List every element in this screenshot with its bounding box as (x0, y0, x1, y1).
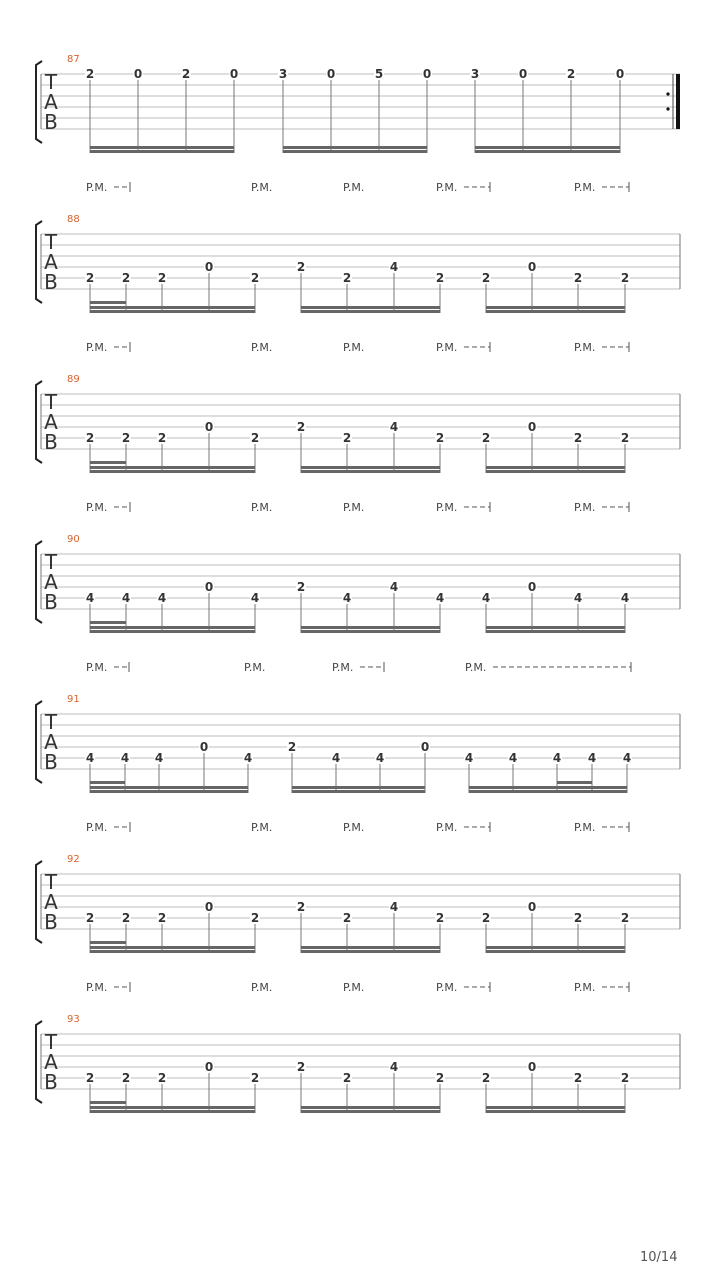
beam-primary (90, 626, 255, 629)
fret-number: 2 (85, 271, 95, 285)
fret-number: 4 (508, 751, 518, 765)
beam-primary (292, 786, 425, 789)
tab-clef-a: A (44, 570, 58, 594)
fret-number: 4 (121, 591, 131, 605)
fret-number: 2 (157, 1071, 167, 1085)
fret-number: 2 (85, 1071, 95, 1085)
beam-primary (90, 306, 255, 309)
fret-number: 2 (481, 1071, 491, 1085)
fret-number: 0 (527, 420, 537, 434)
fret-number: 2 (121, 431, 131, 445)
fret-number: 0 (422, 67, 432, 81)
beam-secondary (486, 470, 625, 473)
fret-number: 4 (250, 591, 260, 605)
fret-number: 3 (470, 67, 480, 81)
beam-secondary (301, 950, 440, 953)
palm-mute-label: P.M. (436, 821, 458, 834)
palm-mute-label: P.M. (465, 661, 487, 674)
fret-number: 4 (331, 751, 341, 765)
beam-secondary (90, 150, 234, 153)
tab-clef-t: T (44, 390, 58, 414)
fret-number: 2 (481, 431, 491, 445)
fret-number: 2 (620, 271, 630, 285)
measure-number: 92 (67, 854, 80, 865)
fret-number: 4 (389, 900, 399, 914)
fret-number: 2 (342, 1071, 352, 1085)
tab-clef-b: B (44, 750, 58, 774)
beam-primary (486, 1106, 625, 1109)
beam-primary (301, 626, 440, 629)
palm-mute-label: P.M. (251, 181, 273, 194)
beam-secondary (90, 310, 255, 313)
fret-number: 2 (620, 911, 630, 925)
beam-secondary (301, 470, 440, 473)
fret-number: 2 (435, 431, 445, 445)
fret-number: 4 (389, 1060, 399, 1074)
palm-mute-label: P.M. (86, 181, 108, 194)
palm-mute-label: P.M. (251, 341, 273, 354)
fret-number: 2 (121, 911, 131, 925)
fret-number: 4 (389, 260, 399, 274)
tab-clef-a: A (44, 890, 58, 914)
fret-number: 2 (573, 911, 583, 925)
tab-clef-b: B (44, 430, 58, 454)
palm-mute-label: P.M. (436, 341, 458, 354)
fret-number: 4 (587, 751, 597, 765)
beam-secondary (301, 1110, 440, 1113)
fret-number: 4 (342, 591, 352, 605)
fret-number: 2 (157, 271, 167, 285)
beam-secondary (90, 1110, 255, 1113)
beam-primary (301, 946, 440, 949)
beam-secondary (90, 630, 255, 633)
palm-mute-label: P.M. (251, 981, 273, 994)
beam-sixteenth (90, 1101, 126, 1104)
tab-clef-t: T (44, 70, 58, 94)
fret-number: 0 (527, 260, 537, 274)
tab-clef-b: B (44, 270, 58, 294)
fret-number: 0 (518, 67, 528, 81)
fret-number: 4 (464, 751, 474, 765)
measure-number: 88 (67, 214, 80, 225)
palm-mute-label: P.M. (244, 661, 266, 674)
fret-number: 4 (389, 580, 399, 594)
beam-secondary (486, 630, 625, 633)
fret-number: 2 (573, 1071, 583, 1085)
beam-secondary (90, 950, 255, 953)
tab-clef-a: A (44, 250, 58, 274)
fret-number: 2 (481, 271, 491, 285)
fret-number: 0 (204, 420, 214, 434)
beam-secondary (301, 630, 440, 633)
fret-number: 2 (620, 431, 630, 445)
fret-number: 2 (435, 1071, 445, 1085)
fret-number: 4 (622, 751, 632, 765)
fret-number: 0 (420, 740, 430, 754)
beam-primary (301, 306, 440, 309)
fret-number: 4 (243, 751, 253, 765)
measure-number: 91 (67, 694, 80, 705)
fret-number: 4 (154, 751, 164, 765)
palm-mute-label: P.M. (251, 501, 273, 514)
tab-clef-t: T (44, 710, 58, 734)
beam-primary (486, 946, 625, 949)
tab-clef-b: B (44, 110, 58, 134)
palm-mute-label: P.M. (343, 821, 365, 834)
palm-mute-label: P.M. (343, 181, 365, 194)
beam-secondary (90, 790, 248, 793)
fret-number: 0 (527, 1060, 537, 1074)
palm-mute-label: P.M. (86, 341, 108, 354)
fret-number: 4 (481, 591, 491, 605)
beam-sixteenth (90, 461, 126, 464)
fret-number: 4 (157, 591, 167, 605)
fret-number: 2 (435, 271, 445, 285)
beam-primary (475, 146, 620, 149)
fret-number: 2 (250, 1071, 260, 1085)
fret-number: 4 (435, 591, 445, 605)
fret-number: 4 (85, 751, 95, 765)
fret-number: 4 (620, 591, 630, 605)
repeat-dot (666, 92, 669, 95)
fret-number: 4 (552, 751, 562, 765)
palm-mute-label: P.M. (574, 501, 596, 514)
palm-mute-label: P.M. (574, 981, 596, 994)
fret-number: 5 (374, 67, 384, 81)
beam-sixteenth (557, 781, 592, 784)
fret-number: 0 (204, 260, 214, 274)
palm-mute-label: P.M. (343, 341, 365, 354)
fret-number: 3 (278, 67, 288, 81)
fret-number: 0 (199, 740, 209, 754)
fret-number: 0 (527, 580, 537, 594)
fret-number: 2 (85, 911, 95, 925)
beam-primary (301, 1106, 440, 1109)
beam-secondary (475, 150, 620, 153)
beam-primary (90, 946, 255, 949)
fret-number: 2 (85, 67, 95, 81)
beam-primary (486, 626, 625, 629)
tab-clef-t: T (44, 870, 58, 894)
fret-number: 2 (566, 67, 576, 81)
tab-clef-t: T (44, 1030, 58, 1054)
fret-number: 2 (296, 900, 306, 914)
palm-mute-label: P.M. (574, 821, 596, 834)
repeat-dot (666, 107, 669, 110)
fret-number: 0 (133, 67, 143, 81)
fret-number: 2 (296, 580, 306, 594)
beam-secondary (486, 950, 625, 953)
fret-number: 2 (250, 431, 260, 445)
fret-number: 2 (296, 1060, 306, 1074)
fret-number: 2 (157, 431, 167, 445)
beam-secondary (283, 150, 427, 153)
beam-secondary (90, 470, 255, 473)
palm-mute-label: P.M. (86, 501, 108, 514)
beam-secondary (292, 790, 425, 793)
palm-mute-label: P.M. (574, 181, 596, 194)
fret-number: 2 (157, 911, 167, 925)
tab-clef-b: B (44, 1070, 58, 1094)
measure-number: 87 (67, 54, 80, 65)
fret-number: 0 (204, 900, 214, 914)
beam-primary (486, 466, 625, 469)
tab-clef-a: A (44, 410, 58, 434)
fret-number: 2 (250, 911, 260, 925)
fret-number: 0 (326, 67, 336, 81)
fret-number: 2 (435, 911, 445, 925)
palm-mute-label: P.M. (86, 661, 108, 674)
fret-number: 2 (573, 271, 583, 285)
fret-number: 2 (121, 1071, 131, 1085)
fret-number: 0 (527, 900, 537, 914)
palm-mute-label: P.M. (436, 501, 458, 514)
tab-clef-a: A (44, 1050, 58, 1074)
fret-number: 2 (481, 911, 491, 925)
palm-mute-label: P.M. (251, 821, 273, 834)
beam-secondary (469, 790, 627, 793)
tab-clef-t: T (44, 550, 58, 574)
fret-number: 2 (85, 431, 95, 445)
fret-number: 0 (204, 1060, 214, 1074)
palm-mute-label: P.M. (343, 501, 365, 514)
beam-sixteenth (90, 941, 126, 944)
beam-primary (90, 466, 255, 469)
fret-number: 2 (181, 67, 191, 81)
palm-mute-label: P.M. (436, 981, 458, 994)
tab-clef-b: B (44, 910, 58, 934)
fret-number: 4 (389, 420, 399, 434)
measure-number: 93 (67, 1014, 80, 1025)
palm-mute-label: P.M. (574, 341, 596, 354)
beam-sixteenth (90, 781, 125, 784)
fret-number: 4 (573, 591, 583, 605)
fret-number: 0 (615, 67, 625, 81)
fret-number: 4 (375, 751, 385, 765)
beam-sixteenth (90, 301, 126, 304)
tab-clef-b: B (44, 590, 58, 614)
fret-number: 4 (120, 751, 130, 765)
beam-primary (90, 786, 248, 789)
beam-primary (90, 1106, 255, 1109)
beam-sixteenth (90, 621, 126, 624)
fret-number: 2 (296, 420, 306, 434)
beam-primary (301, 466, 440, 469)
fret-number: 2 (342, 431, 352, 445)
palm-mute-label: P.M. (332, 661, 354, 674)
tab-clef-a: A (44, 90, 58, 114)
fret-number: 2 (620, 1071, 630, 1085)
fret-number: 2 (296, 260, 306, 274)
tab-clef-a: A (44, 730, 58, 754)
fret-number: 2 (342, 911, 352, 925)
tab-clef-t: T (44, 230, 58, 254)
beam-secondary (486, 1110, 625, 1113)
palm-mute-label: P.M. (86, 981, 108, 994)
fret-number: 4 (85, 591, 95, 605)
beam-primary (283, 146, 427, 149)
measure-number: 90 (67, 534, 80, 545)
fret-number: 0 (229, 67, 239, 81)
palm-mute-label: P.M. (343, 981, 365, 994)
fret-number: 2 (573, 431, 583, 445)
fret-number: 2 (121, 271, 131, 285)
fret-number: 0 (204, 580, 214, 594)
page-number: 10/14 (640, 1250, 678, 1265)
fret-number: 2 (287, 740, 297, 754)
measure-number: 89 (67, 374, 80, 385)
palm-mute-label: P.M. (86, 821, 108, 834)
beam-secondary (301, 310, 440, 313)
palm-mute-label: P.M. (436, 181, 458, 194)
beam-secondary (486, 310, 625, 313)
fret-number: 2 (342, 271, 352, 285)
beam-primary (469, 786, 627, 789)
beam-primary (486, 306, 625, 309)
beam-primary (90, 146, 234, 149)
fret-number: 2 (250, 271, 260, 285)
